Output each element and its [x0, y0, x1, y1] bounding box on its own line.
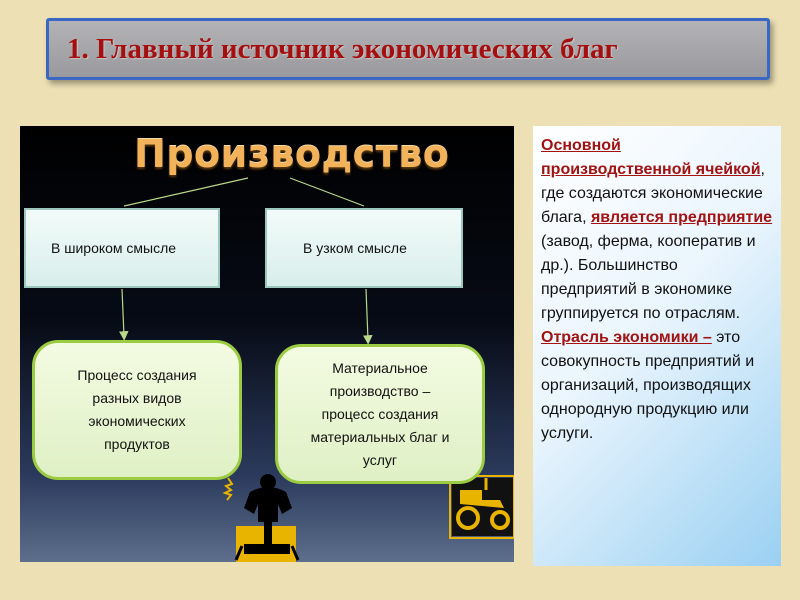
broad-definition-line: экономических: [88, 413, 186, 429]
narrow-definition-line: материальных благ и: [310, 428, 450, 445]
arrow-left: [122, 289, 124, 336]
highlight-enterprise: является предприятие: [590, 209, 773, 226]
info-text: это совокупность предприятий и организаций, производящих однородную продукцию или услуги.: [541, 329, 755, 442]
connector-right: [290, 178, 364, 206]
highlight-production-cell: Основной производственной ячейкой: [541, 137, 761, 178]
diagram-heading: Производство: [134, 132, 450, 176]
info-panel: [533, 126, 781, 566]
narrow-definition-line: услуг: [362, 451, 398, 468]
slide-title: 1. Главный источник экономических благ: [67, 32, 618, 65]
broad-definition-line: Процесс создания: [77, 367, 197, 383]
tractor-icon: [450, 476, 514, 538]
broad-sense-box: [24, 208, 220, 288]
narrow-definition-line: производство –: [329, 382, 431, 399]
connector-left: [124, 178, 248, 206]
highlight-industry: Отрасль экономики –: [541, 329, 712, 346]
broad-definition-box: [32, 340, 242, 480]
narrow-definition-line: Материальное: [332, 359, 428, 376]
info-text: (завод, ферма, кооператив и др.). Большинство предприятий в экономике группируется по отраслям.: [541, 233, 756, 322]
narrow-sense-label: В узком смысле: [303, 240, 407, 256]
narrow-definition-box: [275, 344, 485, 484]
narrow-sense-box: [265, 208, 463, 288]
broad-definition-line: продуктов: [104, 436, 170, 452]
worker-icon: [225, 474, 298, 562]
arrow-right: [366, 289, 368, 340]
broad-definition-line: разных видов: [92, 390, 182, 406]
narrow-definition-line: процесс создания: [321, 405, 439, 422]
title-banner: [46, 18, 770, 80]
info-text: , где создаются экономические блага,: [541, 161, 765, 226]
production-diagram: [20, 126, 514, 562]
broad-sense-label: В широком смысле: [51, 240, 177, 256]
